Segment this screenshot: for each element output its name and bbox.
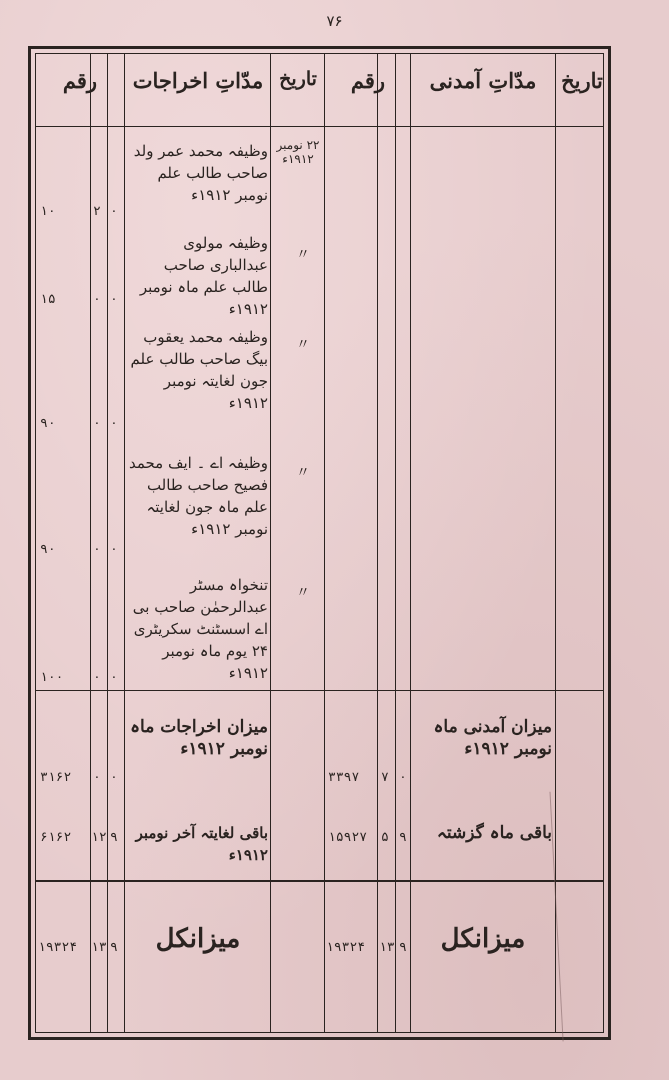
expense-amount-ps: ۰ xyxy=(110,416,118,431)
expense-entry-text: وظیفہ مولوی عبدالباری صاحب طالب علم ماہ نومبر ۱۹۱۲ء xyxy=(139,234,268,318)
expense-amount-as: ۰ xyxy=(93,542,101,557)
income-month-total-rs: ۳۳۹۷ xyxy=(328,770,360,785)
col-divider xyxy=(107,53,108,1033)
col-divider xyxy=(395,53,396,1033)
col-divider xyxy=(324,53,325,1033)
ditto-mark: 〃 xyxy=(296,337,310,353)
expense-entry-text: وظیفہ اے ۔ ایف محمد فصیح صاحب طالب علم ماہ جون لغایتہ نومبر ۱۹۱۲ء xyxy=(128,454,268,538)
expense-amount-ps: ۰ xyxy=(110,204,118,219)
expense-date: ۲۲ نومبر ۱۹۱۲ء xyxy=(276,138,320,166)
ditto-mark: 〃 xyxy=(296,247,310,263)
header-income-amount: رقم xyxy=(350,68,386,93)
grand-expense-rs: ۱۹۳۲۴ xyxy=(38,940,78,955)
prev-balance-rs: ۱۵۹۲۷ xyxy=(328,830,368,845)
closing-balance-label: باقی لغایتہ آخر نومبر ۱۹۱۲ء xyxy=(135,824,268,864)
expense-amount-ps: ۰ xyxy=(110,542,118,557)
grand-total-divider xyxy=(35,880,604,882)
col-divider xyxy=(270,53,271,1033)
expense-month-total-as: ۰ xyxy=(93,770,101,785)
expense-amount-ps: ۰ xyxy=(110,292,118,307)
grand-total-income-label: میزانکل xyxy=(440,924,526,954)
grand-income-ps: ۹ xyxy=(399,940,407,955)
expense-month-total-ps: ۰ xyxy=(110,770,118,785)
expense-amount-rs: ۱۰۰ xyxy=(40,670,64,685)
paper-tear xyxy=(549,789,623,1042)
prev-balance-label: باقی ماہ گزشتہ xyxy=(436,823,552,843)
closing-balance-as: ۱۲ xyxy=(91,830,107,845)
expense-amount-rs: ۱۰ xyxy=(40,204,56,219)
income-month-total-ps: ۰ xyxy=(399,770,407,785)
expense-amount-rs: ۹۰ xyxy=(40,542,56,557)
header-expense-amount: رقم xyxy=(62,68,98,93)
income-month-total-as: ۷ xyxy=(381,770,389,785)
ledger-inner-border xyxy=(35,53,604,1033)
ditto-mark: 〃 xyxy=(296,465,310,481)
prev-balance-ps: ۹ xyxy=(399,830,407,845)
closing-balance-rs: ۶۱۶۲ xyxy=(40,830,72,845)
expense-amount-rs: ۱۵ xyxy=(40,292,56,307)
expense-month-total-label: میزان اخراجات ماہ نومبر ۱۹۱۲ء xyxy=(130,717,268,759)
page-number: ۷۶ xyxy=(326,12,343,30)
expense-amount-as: ۰ xyxy=(93,416,101,431)
expense-amount-as: ۰ xyxy=(93,292,101,307)
grand-expense-ps: ۹ xyxy=(110,940,118,955)
expense-entry-text: وظیفہ محمد عمر ولد صاحب طالب علم نومبر ۱۹۱۲ء xyxy=(133,142,268,204)
closing-balance-ps: ۹ xyxy=(110,830,118,845)
expense-amount-rs: ۹۰ xyxy=(40,416,56,431)
expense-month-total-rs: ۳۱۶۲ xyxy=(40,770,72,785)
expense-amount-as: ۲ xyxy=(93,204,101,219)
grand-total-expense-label: میزانکل xyxy=(155,924,241,954)
income-month-total-label: میزان آمدنی ماہ نومبر ۱۹۱۲ء xyxy=(433,717,552,759)
header-expense-date: تاریخ xyxy=(279,68,317,90)
col-divider xyxy=(124,53,125,1033)
header-income-items: مدّاتِ آمدنی xyxy=(429,68,537,93)
expense-entry-text: وظیفہ محمد یعقوب بیگ صاحب طالب علم جون لغایتہ نومبر ۱۹۱۲ء xyxy=(130,328,268,412)
totals-divider xyxy=(35,690,604,691)
grand-income-rs: ۱۹۳۲۴ xyxy=(326,940,366,955)
header-divider xyxy=(35,126,604,127)
expense-amount-ps: ۰ xyxy=(110,670,118,685)
header-expense-items: مدّاتِ اخراجات xyxy=(132,68,264,93)
grand-expense-as: ۱۳ xyxy=(91,940,107,955)
expense-entry-text: تنخواہ مسٹر عبدالرحمٰن صاحب بی اے اسسٹنٹ سکریٹری ۲۴ یوم ماہ نومبر ۱۹۱۲ء xyxy=(132,576,268,682)
ditto-mark: 〃 xyxy=(296,585,310,601)
grand-income-as: ۱۳ xyxy=(379,940,395,955)
prev-balance-as: ۵ xyxy=(381,830,389,845)
col-divider xyxy=(410,53,411,1033)
col-divider xyxy=(90,53,91,1033)
col-divider xyxy=(377,53,378,1033)
expense-amount-as: ۰ xyxy=(93,670,101,685)
header-income-date: تاریخ xyxy=(561,68,603,93)
